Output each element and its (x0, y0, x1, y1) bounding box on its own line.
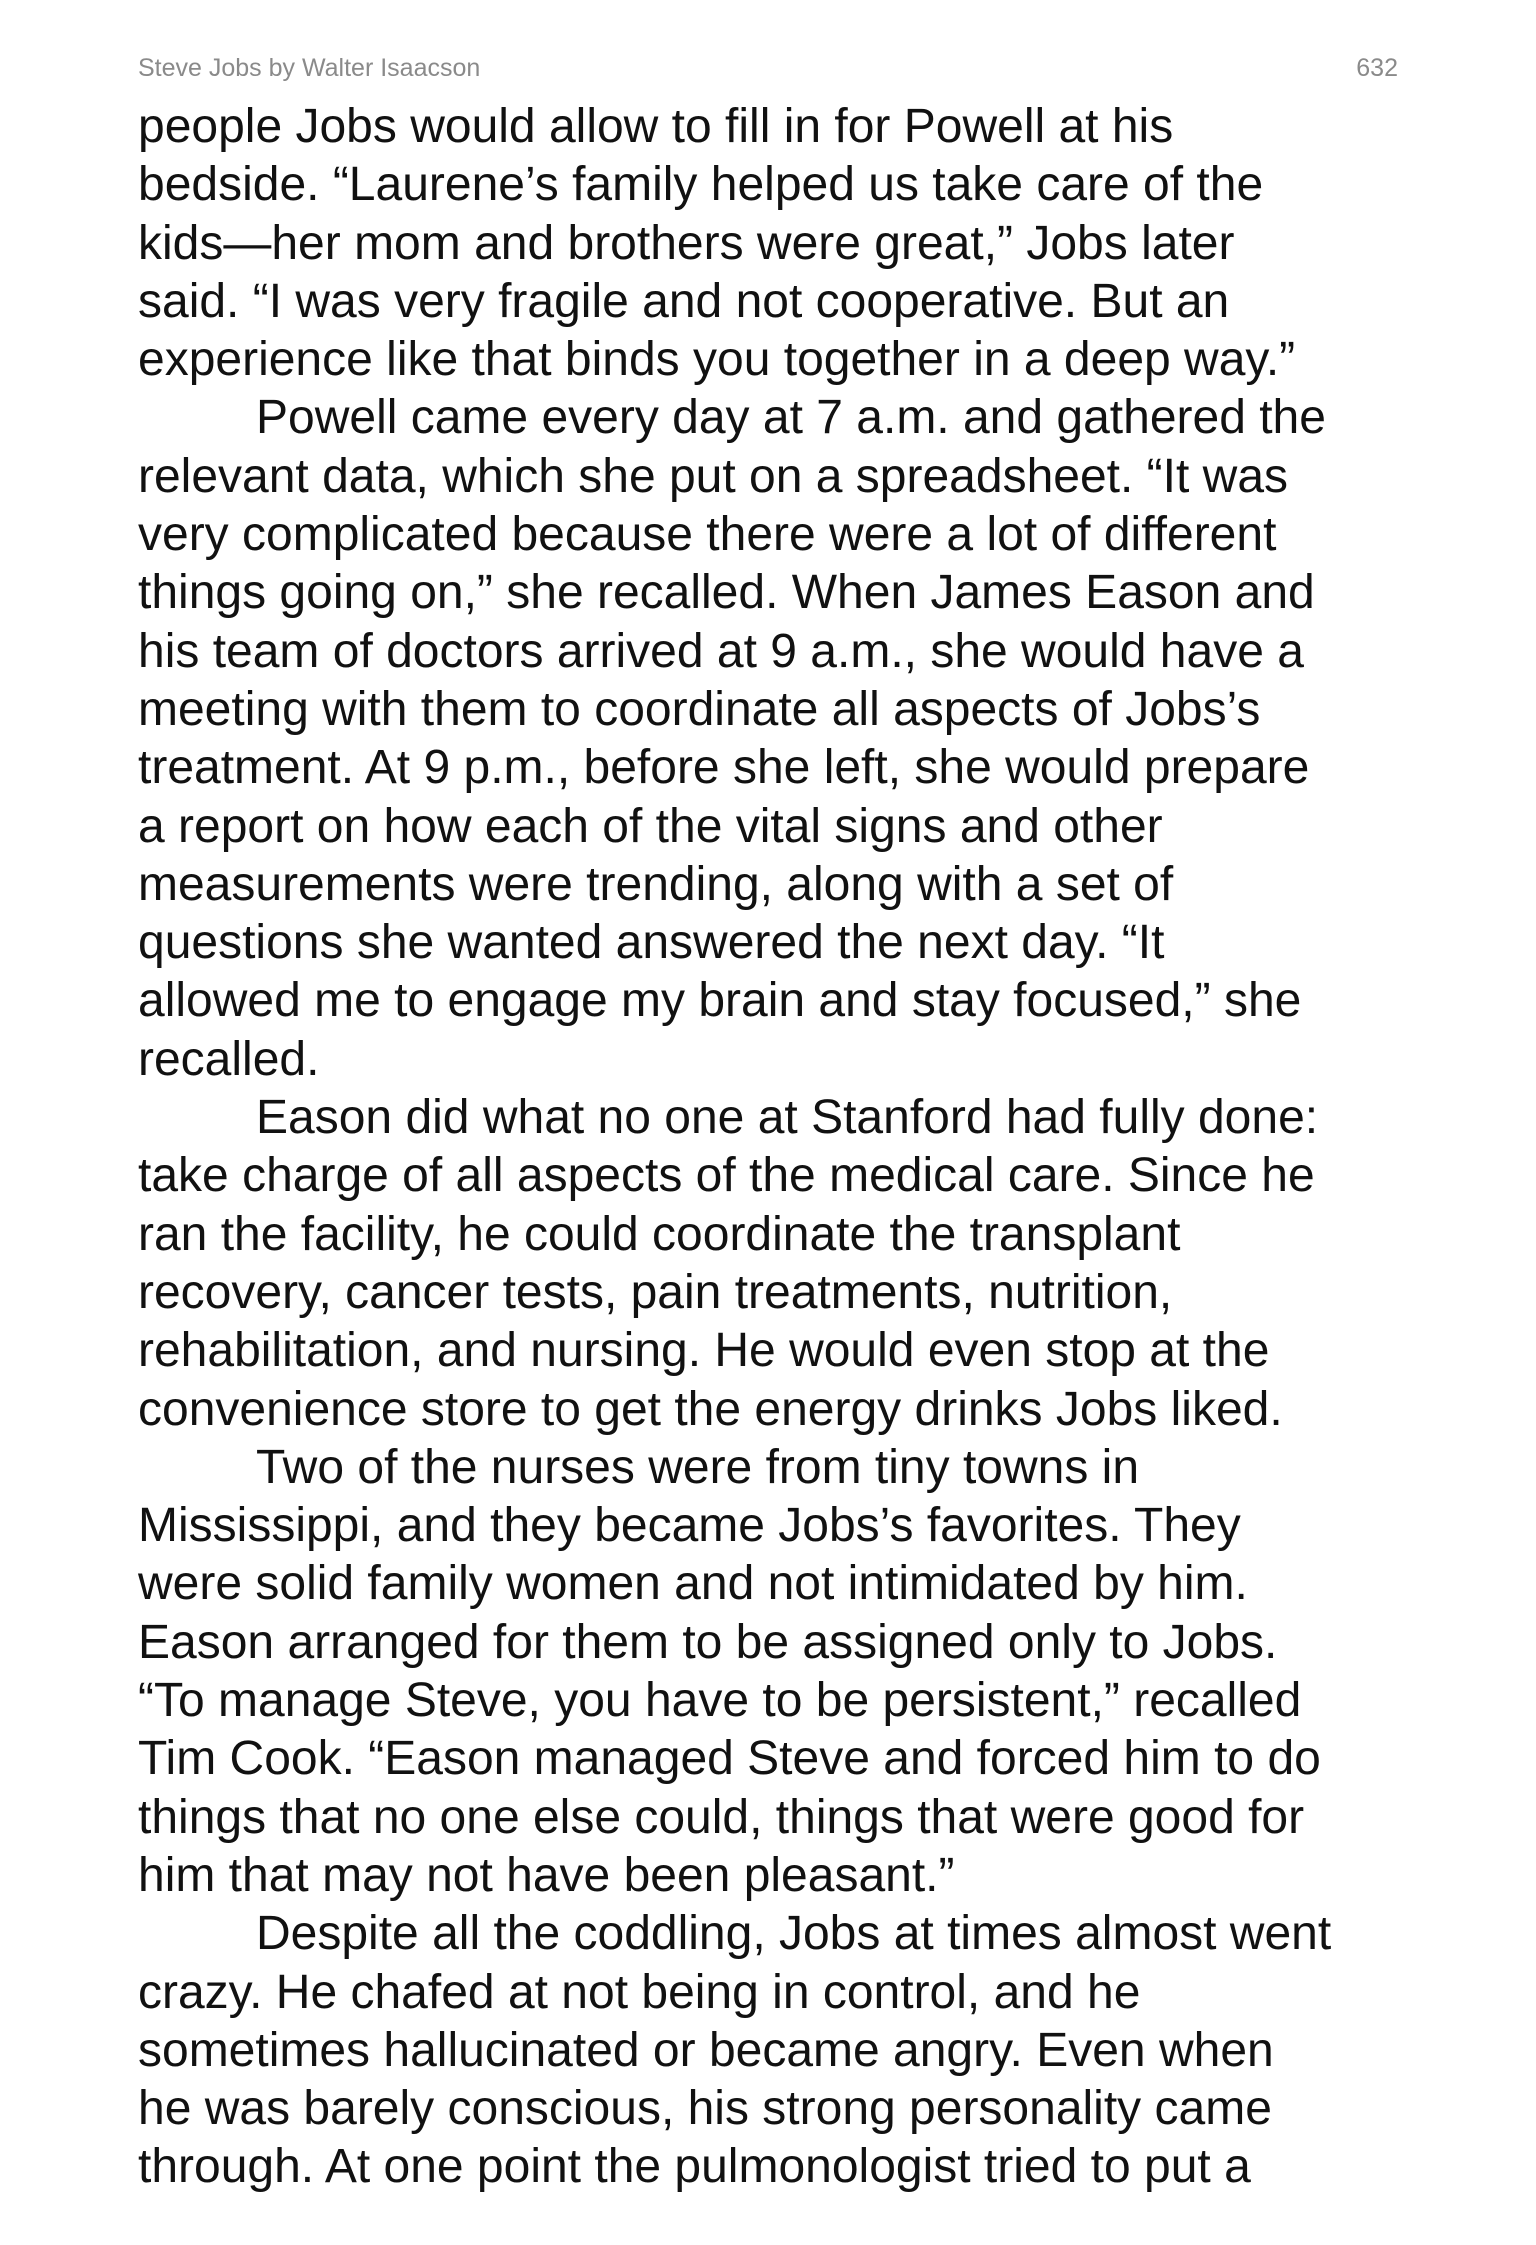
text-line: Eason arranged for them to be assigned only to Jobs. (138, 1615, 1278, 1669)
text-line: things that no one else could, things that were good for (138, 1790, 1305, 1844)
text-line: were solid family women and not intimidated by him. (138, 1557, 1248, 1611)
text-line: questions she wanted answered the next day. “It (138, 916, 1165, 970)
text-line: very complicated because there were a lot of different (138, 508, 1277, 562)
text-line: through. At one point the pulmonologist tried to put a (138, 2140, 1251, 2194)
text-line: sometimes hallucinated or became angry. Even when (138, 2023, 1274, 2077)
paragraph (138, 1905, 1408, 2196)
text-line: “To manage Steve, you have to be persistent,” recalled (138, 1674, 1302, 1728)
text-line: people Jobs would allow to fill in for Powell at his (138, 100, 1174, 153)
text-line: his team of doctors arrived at 9 a.m., she would have a (138, 624, 1304, 678)
text-line: things going on,” she recalled. When James Eason and (138, 566, 1315, 620)
text-line: measurements were trending, along with a set of (138, 857, 1174, 911)
text-line: treatment. At 9 p.m., before she left, she would prepare (138, 741, 1310, 795)
text-line: Despite all the coddling, Jobs at times almost went (256, 1907, 1332, 1961)
text-line: meeting with them to coordinate all aspects of Jobs’s (138, 682, 1261, 736)
text-line: bedside. “Laurene’s family helped us take care of the (138, 158, 1264, 212)
text-line: recalled. (138, 1032, 320, 1086)
text-line: relevant data, which she put on a spreadsheet. “It was (138, 449, 1289, 503)
text-line: him that may not have been pleasant.” (138, 1848, 955, 1902)
text-line: said. “I was very fragile and not cooperative. But an (138, 274, 1230, 328)
body-text (138, 98, 1408, 2197)
text-line: Tim Cook. “Eason managed Steve and forced him to do (138, 1732, 1321, 1786)
text-line: Two of the nurses were from tiny towns in (256, 1440, 1140, 1494)
text-line: take charge of all aspects of the medical care. Since he (138, 1149, 1315, 1203)
text-line: a report on how each of the vital signs and other (138, 799, 1163, 853)
page-number: 632 (1356, 53, 1398, 82)
paragraph (138, 1089, 1408, 1439)
text-line: experience like that binds you together in a deep way.” (138, 333, 1296, 387)
paragraph (138, 389, 1408, 1089)
text-line: Eason did what no one at Stanford had fully done: (256, 1091, 1319, 1145)
running-header (138, 50, 1398, 86)
text-line: Powell came every day at 7 a.m. and gathered the (256, 391, 1326, 445)
text-line: allowed me to engage my brain and stay focused,” she (138, 974, 1302, 1028)
text-line: kids—her mom and brothers were great,” Jobs later (138, 216, 1235, 270)
paragraph (138, 98, 1408, 389)
text-line: recovery, cancer tests, pain treatments, nutrition, (138, 1265, 1173, 1319)
text-line: he was barely conscious, his strong personality came (138, 2082, 1272, 2136)
paragraph (138, 1439, 1408, 1905)
text-line: convenience store to get the energy drinks Jobs liked. (138, 1382, 1283, 1436)
book-title: Steve Jobs by Walter Isaacson (138, 53, 481, 82)
text-line: Mississippi, and they became Jobs’s favorites. They (138, 1499, 1241, 1553)
text-line: crazy. He chafed at not being in control, and he (138, 1965, 1141, 2019)
text-line: ran the facility, he could coordinate the transplant (138, 1207, 1181, 1261)
text-line: rehabilitation, and nursing. He would even stop at the (138, 1324, 1270, 1378)
